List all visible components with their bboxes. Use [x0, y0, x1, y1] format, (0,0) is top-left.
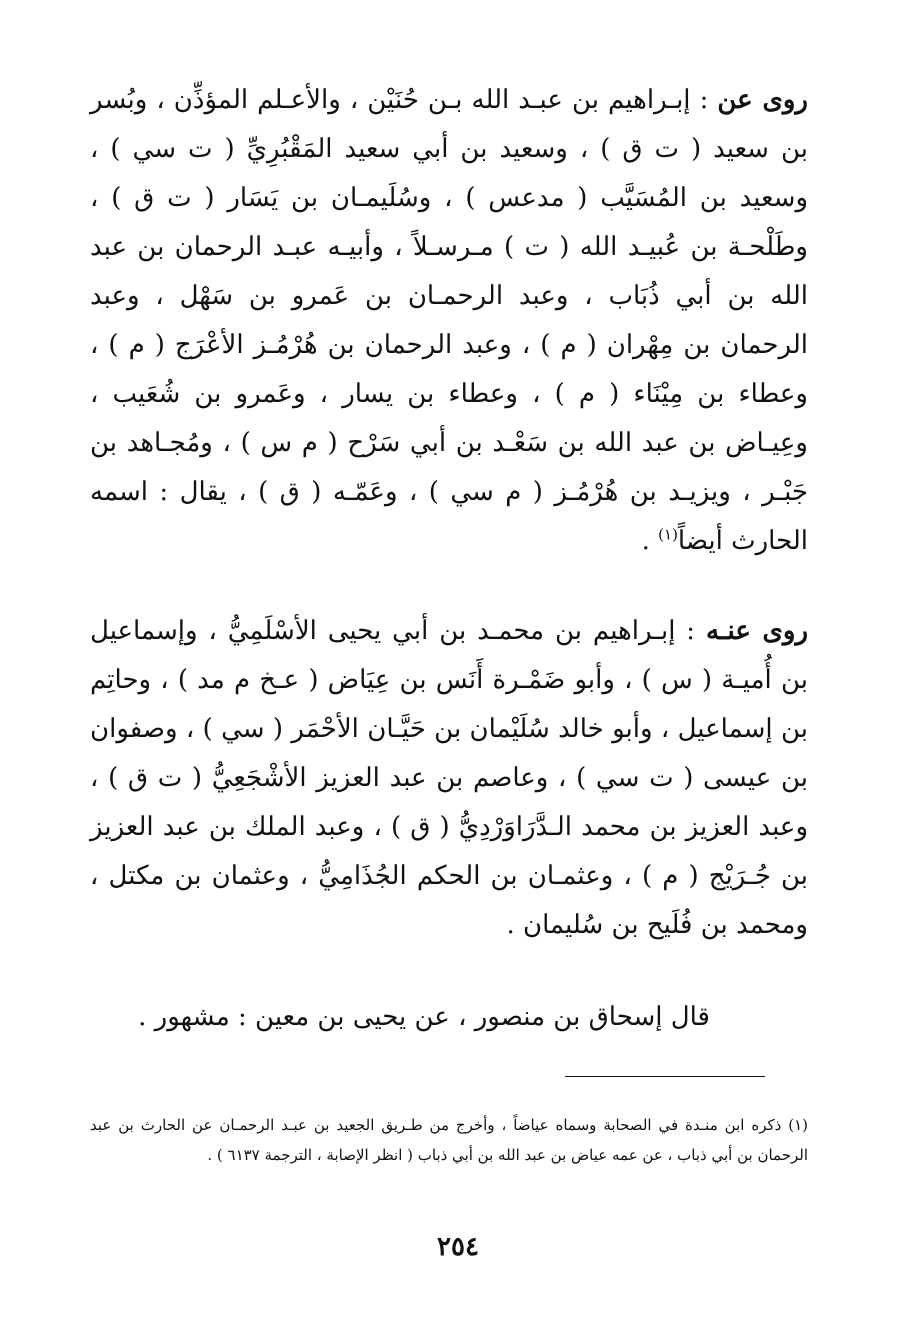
narrators-from-paragraph — [90, 76, 808, 566]
footnote-text: (١) ذكره ابن منـدة في الصحابة وسماه عياضاً ، وأخرج من طـريق الجعيد بن عبـد الرحمـان عن الحارث بن عبد الرحمان بن أبي ذباب ، عن عمه عياض بن عبد الله بن أبي ذباب ( انظر الإصابة ، الترجمة ٦١٣٧ ) . — [90, 1116, 808, 1164]
paragraph-end: . — [641, 526, 659, 556]
page-number: ٢٥٤ — [437, 1232, 479, 1262]
narrators-to-paragraph — [90, 607, 808, 950]
assessment-paragraph — [120, 993, 710, 1042]
narrators-from-text: : إبـراهيم بن عبـد الله بـن حُنَيْن ، والأعـلم المؤذِّن ، وبُسر بن سعيد ( ت ق ) ، وسعيد بن أبي سعيد المَقْبُرِيِّ ( ت سي ) ، وسعيد بن المُسَيَّب ( مدعس ) ، وسُلَيمـان بن يَسَار ( ت ق ) ، وطَلْحـة بن عُبيـد الله ( ت ) مـرسـلاً ، وأبيـه عبـد الرحمان بن عبد الله بن أبي ذُبَاب ، وعبد الرحمـان بن عَمرو بن سَهْل ، وعبد الرحمان بن مِهْران ( م ) ، وعبد الرحمان بن هُرْمُـز الأعْرَج ( م ) ، وعطاء بن مِيْنَاء ( م ) ، وعطاء بن يسار ، وعَمرو بن شُعَيب ، وعِيـاض بن عبد الله بن سَعْـد بن أبي سَرْح ( م س ) ، ومُجـاهد بن جَبْـر ، ويزيـد بن هُرْمُـز ( م سي ) ، وعَمّـه ( ق ) ، يقال : اسمه الحارث أيضاً — [90, 85, 808, 556]
footnote-reference[interactable]: (١) — [658, 525, 678, 544]
assessment-text: قال إسحاق بن منصور ، عن يحيى بن معين : مشهور . — [138, 1002, 710, 1032]
footnote — [90, 1110, 808, 1170]
section-lead-narrated-by: روى عنـه — [705, 616, 809, 646]
footnote-separator — [565, 1076, 765, 1077]
section-lead-narrated-from: روى عن — [717, 85, 808, 115]
narrators-to-text: : إبـراهيم بن محمـد بن أبي يحيى الأسْلَمِيُّ ، وإسماعيل بن أُميـة ( س ) ، وأبو ضَمْـرة أَنَس بن عِيَاض ( عـخ م مد ) ، وحاتِم بن إسماعيل ، وأبو خالد سُلَيْمان بن حَيَّـان الأحْمَر ( سي ) ، وصفوان بن عيسى ( ت سي ) ، وعاصم بن عبد العزيز الأشْجَعِيُّ ( ت ق ) ، وعبد العزيز بن محمد الـدَّرَاوَرْدِيُّ ( ق ) ، وعبد الملك بن عبد العزيز بن جُـرَيْج ( م ) ، وعثمـان بن الحكم الجُذَامِيُّ ، وعثمان بن مكتل ، ومحمد بن فُلَيح بن سُليمان . — [90, 616, 808, 940]
